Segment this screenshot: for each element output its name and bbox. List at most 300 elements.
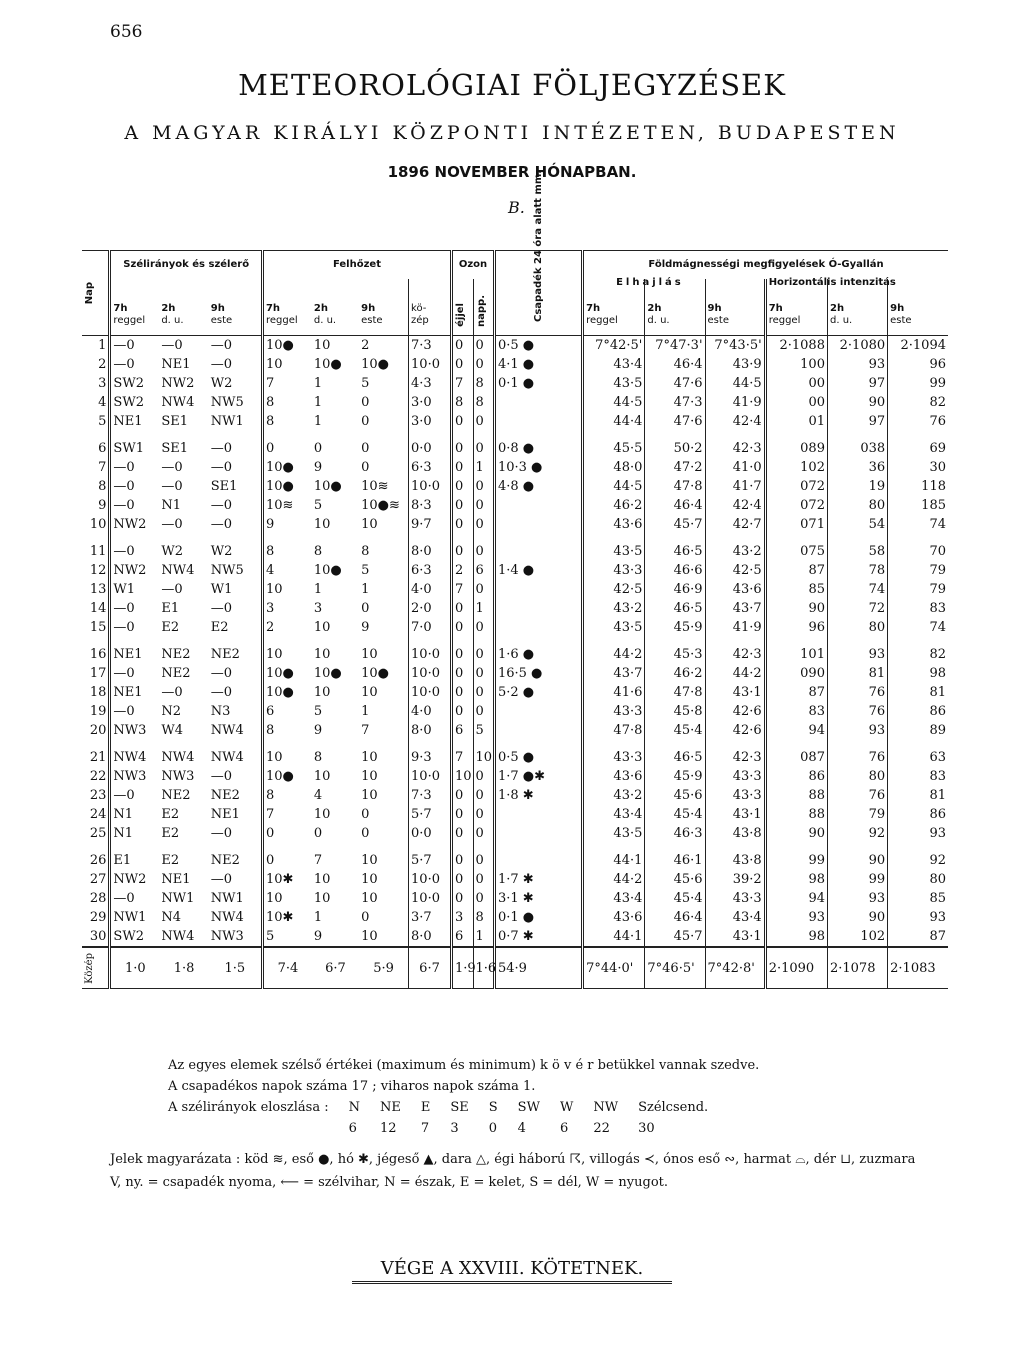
- precip-cell: 0·8 ●: [494, 439, 582, 458]
- decl-9h-cell: 39·2: [705, 870, 765, 889]
- wind-9h-header: 9h este: [210, 303, 233, 326]
- decl-7h-cell: 43·2: [583, 599, 645, 618]
- wind-direction-count: 6: [559, 1121, 569, 1136]
- wind-direction-label: E: [420, 1100, 431, 1115]
- cloud-7h-cell: 6: [262, 702, 311, 721]
- hint-7h-cell: 85: [765, 580, 827, 599]
- decl-7h-cell: 44·5: [583, 393, 645, 412]
- hint-7h-cell: 072: [765, 477, 827, 496]
- day-cell: 25: [89, 826, 107, 841]
- ozone-day-cell: 0: [473, 805, 494, 824]
- decl-7h-cell: 43·6: [583, 908, 645, 927]
- wind-direction-count: 6: [348, 1121, 357, 1136]
- cloud-9h-cell: 10●: [361, 357, 390, 372]
- cloud-9h-cell: 0: [361, 441, 370, 456]
- hint-2h-cell: 76: [827, 683, 887, 702]
- cloud-2h-cell: 0: [313, 826, 323, 841]
- ozone-night-cell: 0: [452, 683, 473, 702]
- day-cell: 24: [89, 807, 107, 822]
- decl-2h-cell: 47·6: [645, 374, 705, 393]
- hint-2h-cell: 93: [827, 889, 887, 908]
- summary-cell: 2·1078: [827, 947, 887, 989]
- decl-2h-cell: 45·9: [645, 618, 705, 637]
- wind-direction-count: 12: [379, 1121, 397, 1136]
- decl-9h-cell: 43·7: [705, 599, 765, 618]
- group-spacer: [82, 637, 948, 645]
- wind-direction-label: NW: [593, 1100, 619, 1115]
- cloud-9h-header: 9h este: [361, 303, 383, 326]
- ozone-day-cell: 0: [473, 477, 494, 496]
- hint-9h-cell: 2·1094: [888, 336, 948, 356]
- decl-2h-cell: 45·4: [645, 889, 705, 908]
- wind-2h-cell: SE1: [161, 414, 188, 429]
- table-row: [82, 683, 948, 702]
- decl-7h-cell: 43·2: [583, 786, 645, 805]
- ozone-night-cell: 0: [452, 477, 473, 496]
- wind-9h-cell: —0: [210, 601, 233, 616]
- wind-9h-cell: NW4: [210, 723, 244, 738]
- decl-2h-cell: 50·2: [645, 439, 705, 458]
- cloud-9h-cell: 0: [361, 826, 370, 841]
- wind-9h-cell: NE2: [210, 853, 240, 868]
- decl-7h-cell: 46·2: [583, 496, 645, 515]
- day-cell: 18: [89, 685, 107, 700]
- cloud-7h-cell: 10●: [262, 683, 311, 702]
- wind-7h-cell: —0: [110, 336, 159, 356]
- cloud-7h-cell: 5: [262, 927, 311, 947]
- decl-7h-header: Elhajlás 7h reggel: [583, 279, 645, 336]
- wind-9h-cell: E2: [210, 620, 229, 635]
- wind-7h-cell: —0: [110, 477, 159, 496]
- ozone-night-cell: 0: [452, 805, 473, 824]
- decl-2h-cell: 7°47·3': [645, 336, 705, 356]
- hint-2h-cell: 58: [827, 542, 887, 561]
- precip-cell: [494, 393, 582, 412]
- wind-7h-cell: —0: [110, 664, 159, 683]
- hint-2h-cell: 76: [827, 702, 887, 721]
- cloud-2h-cell: 1: [313, 414, 323, 429]
- decl-9h-cell: 42·3: [705, 748, 765, 767]
- wind-7h-cell: SW2: [110, 374, 159, 393]
- table-row: [82, 599, 948, 618]
- hint-7h-cell: 99: [765, 851, 827, 870]
- summary-cell: 7°42·8': [705, 947, 765, 989]
- wind-2h-cell: —0: [161, 338, 183, 353]
- precip-cell: 3·1 ✱: [494, 889, 582, 908]
- hint-9h-cell: 93: [888, 824, 948, 843]
- day-cell: 20: [89, 723, 107, 738]
- cloud-2h-cell: 4: [313, 788, 323, 803]
- cloud-9h-cell: 1: [361, 582, 370, 597]
- hint-7h-cell: 100: [765, 355, 827, 374]
- wind-9h-cell: —0: [210, 666, 233, 681]
- wind-2h-cell: N4: [161, 910, 181, 925]
- ozone-day-cell: 0: [473, 355, 494, 374]
- cloud-7h-cell: 10: [262, 580, 311, 599]
- cloud-9h-cell: 10: [361, 853, 378, 868]
- ozone-day-cell: 0: [473, 542, 494, 561]
- ozone-night-cell: 0: [452, 702, 473, 721]
- hint-9h-cell: 30: [888, 458, 948, 477]
- ozone-day-cell: 0: [473, 664, 494, 683]
- decl-9h-cell: 43·3: [705, 767, 765, 786]
- wind-distribution-table: [339, 1097, 719, 1139]
- ozone-night-cell: 0: [452, 515, 473, 534]
- wind-7h-cell: SW2: [110, 393, 159, 412]
- table-row: [82, 458, 948, 477]
- ozone-day-cell: 1: [473, 599, 494, 618]
- cloud-mean-cell: 0·0: [409, 439, 452, 458]
- decl-7h-cell: 42·5: [583, 580, 645, 599]
- decl-7h-cell: 43·4: [583, 355, 645, 374]
- decl-2h-cell: 46·6: [645, 561, 705, 580]
- decl-2h-cell: 46·5: [645, 542, 705, 561]
- precip-cell: 10·3 ●: [494, 458, 582, 477]
- summary-label: Közép: [82, 947, 110, 989]
- hint-2h-cell: 97: [827, 374, 887, 393]
- hint-9h-cell: 76: [888, 412, 948, 431]
- precip-cell: [494, 721, 582, 740]
- wind-7h-cell: NE1: [110, 645, 159, 664]
- wind-direction-label: SE: [450, 1100, 469, 1115]
- wind-direction-count: 4: [517, 1121, 526, 1136]
- hint-7h-cell: 00: [765, 374, 827, 393]
- cloud-2h-cell: 10●: [313, 563, 342, 578]
- hint-9h-cell: 79: [888, 580, 948, 599]
- ozone-day-cell: 1: [473, 458, 494, 477]
- decl-9h-cell: 42·6: [705, 721, 765, 740]
- decl-7h-cell: 44·5: [583, 477, 645, 496]
- precip-cell: 1·4 ●: [494, 561, 582, 580]
- hint-7h-cell: 87: [765, 683, 827, 702]
- precip-cell: [494, 618, 582, 637]
- wind-7h-cell: —0: [110, 702, 159, 721]
- cloud-7h-cell: 3: [262, 599, 311, 618]
- wind-2h-cell: NW2: [161, 376, 195, 391]
- wind-2h-cell: E1: [161, 601, 180, 616]
- decl-9h-cell: 43·1: [705, 683, 765, 702]
- decl-7h-cell: 43·5: [583, 374, 645, 393]
- day-cell: 9: [98, 498, 107, 513]
- table-row: [82, 355, 948, 374]
- decl-7h-cell: 43·4: [583, 889, 645, 908]
- precip-cell: 0·1 ●: [494, 374, 582, 393]
- table-row: [82, 870, 948, 889]
- ozone-day-cell: 0: [473, 786, 494, 805]
- ozone-night-cell: 0: [452, 458, 473, 477]
- wind-9h-cell: NE2: [210, 788, 240, 803]
- precip-cell: [494, 805, 582, 824]
- wind-9h-cell: W2: [210, 544, 233, 559]
- decl-9h-cell: 43·6: [705, 580, 765, 599]
- cloud-mean-cell: 4·3: [409, 374, 452, 393]
- cloud-9h-cell: 10: [361, 647, 378, 662]
- ozone-night-cell: 8: [452, 393, 473, 412]
- ozone-day-cell: 0: [473, 683, 494, 702]
- table-row: [82, 439, 948, 458]
- precip-cell: 0·5 ●: [494, 336, 582, 356]
- wind-2h-cell: NW4: [161, 929, 195, 944]
- hint-9h-cell: 118: [888, 477, 948, 496]
- decl-9h-cell: 42·4: [705, 412, 765, 431]
- cloud-2h-cell: 8: [313, 750, 323, 765]
- decl-9h-cell: 43·8: [705, 851, 765, 870]
- cloud-2h-cell: 10: [313, 517, 331, 532]
- decl-9h-header: 9h este: [705, 279, 765, 336]
- decl-2h-cell: 45·9: [645, 767, 705, 786]
- wind-7h-cell: —0: [110, 786, 159, 805]
- hint-2h-cell: 74: [827, 580, 887, 599]
- table-row: [82, 393, 948, 412]
- wind-7h-cell: —0: [110, 599, 159, 618]
- cloud-mean-cell: 10·0: [409, 683, 452, 702]
- cloud-9h-cell: 10: [361, 788, 378, 803]
- table-row: [82, 805, 948, 824]
- cloud-mean-cell: 6·3: [409, 458, 452, 477]
- cloud-7h-cell: 10●: [262, 477, 311, 496]
- hint-9h-cell: 79: [888, 561, 948, 580]
- decl-9h-cell: 43·8: [705, 824, 765, 843]
- ozone-night-cell: 0: [452, 355, 473, 374]
- day-cell: 13: [89, 582, 107, 597]
- ozone-day-cell: 0: [473, 336, 494, 356]
- hint-7h-cell: 087: [765, 748, 827, 767]
- precip-cell: [494, 515, 582, 534]
- cloud-mean-header: kö- zép: [409, 279, 452, 336]
- table-row: [82, 645, 948, 664]
- wind-2h-cell: E2: [161, 620, 180, 635]
- hint-7h-cell: 102: [765, 458, 827, 477]
- cloud-9h-cell: 10●≋: [361, 498, 400, 513]
- cloud-9h-cell: 9: [361, 620, 370, 635]
- wind-7h-header: 7h reggel: [110, 279, 159, 336]
- page-number: 656: [110, 22, 143, 42]
- hint-7h-cell: 00: [765, 393, 827, 412]
- day-cell: 28: [89, 891, 107, 906]
- wind-7h-cell: SW1: [110, 439, 159, 458]
- decl-7h-cell: 44·2: [583, 870, 645, 889]
- cloud-mean-cell: 8·0: [409, 927, 452, 947]
- ozone-day-cell: 10: [473, 748, 494, 767]
- horizontal-label: Horizontális intenzitás: [768, 277, 896, 288]
- wind-2h-cell: NE1: [161, 872, 191, 887]
- ozone-night-cell: 0: [452, 851, 473, 870]
- cloud-2h-cell: 5: [313, 704, 323, 719]
- cloud-7h-cell: 0: [262, 824, 311, 843]
- wind-9h-cell: NW4: [210, 750, 244, 765]
- cloud-mean-cell: 3·7: [409, 908, 452, 927]
- table-row: [82, 748, 948, 767]
- cloud-2h-cell: 7: [313, 853, 323, 868]
- wind-9h-cell: NW5: [210, 563, 244, 578]
- cloud-7h-cell: 8: [262, 721, 311, 740]
- hint-2h-cell: 80: [827, 618, 887, 637]
- wind-2h-cell: —0: [161, 582, 183, 597]
- decl-2h-cell: 46·5: [645, 599, 705, 618]
- hint-2h-header: 2h d. u.: [827, 279, 887, 336]
- hint-9h-cell: 185: [888, 496, 948, 515]
- wind-7h-cell: SW2: [110, 927, 159, 947]
- decl-9h-cell: 7°43·5': [705, 336, 765, 356]
- wind-2h-cell: NE2: [161, 647, 191, 662]
- summary-cell: 2·1090: [765, 947, 827, 989]
- wind-7h-cell: NE1: [110, 683, 159, 702]
- wind-7h-cell: NE1: [110, 412, 159, 431]
- cloud-9h-cell: 10●: [361, 666, 390, 681]
- decl-7h-cell: 45·5: [583, 439, 645, 458]
- group-spacer: [82, 740, 948, 748]
- decl-9h-cell: 41·9: [705, 393, 765, 412]
- decl-2h-cell: 47·6: [645, 412, 705, 431]
- hint-2h-cell: 99: [827, 870, 887, 889]
- wind-direction-label: Szélcsend.: [638, 1100, 709, 1115]
- wind-7h-cell: NW3: [110, 721, 159, 740]
- precip-cell: 5·2 ●: [494, 683, 582, 702]
- wind-distribution-label: A szélirányok eloszlása :: [168, 1100, 329, 1115]
- cloud-mean-cell: 5·7: [409, 851, 452, 870]
- ozone-night-cell: 0: [452, 599, 473, 618]
- hint-2h-cell: 93: [827, 721, 887, 740]
- cloud-9h-cell: 5: [361, 376, 370, 391]
- summary-cell: 1·0: [110, 947, 159, 989]
- precip-cell: 0·1 ●: [494, 908, 582, 927]
- ozone-night-cell: 0: [452, 664, 473, 683]
- cloud-2h-cell: 10: [313, 769, 331, 784]
- ozone-day-cell: 0: [473, 645, 494, 664]
- cloud-9h-cell: 2: [361, 338, 370, 353]
- day-cell: 7: [98, 460, 107, 475]
- cloud-mean-cell: 9·3: [409, 748, 452, 767]
- decl-9h-cell: 44·2: [705, 664, 765, 683]
- symbol-legend: Jelek magyarázata : köd ≋, eső ●, hó ✱, jégeső ▲, dara △, égi háború ☈, villogás ≺, ónos eső ∾, harmat ⌓, dér ⊔, zuzmara V, ny. = csapadék nyoma, ⟵ = szélvihar, N = észak, E = kelet, S = dél, W = nyugot.: [110, 1152, 916, 1190]
- wind-direction-count: 22: [593, 1121, 610, 1136]
- summary-cell: 6·7: [409, 947, 452, 989]
- decl-7h-cell: 44·1: [583, 851, 645, 870]
- day-cell: 2: [98, 357, 107, 372]
- table-row: [82, 496, 948, 515]
- hint-7h-cell: 83: [765, 702, 827, 721]
- table-row: [82, 889, 948, 908]
- cloud-2h-cell: 5: [313, 498, 323, 513]
- precip-cell: 1·8 ✱: [494, 786, 582, 805]
- wind-direction-count: 3: [450, 1121, 459, 1136]
- summary-cell: 54·9: [494, 947, 582, 989]
- precip-cell: 16·5 ●: [494, 664, 582, 683]
- table-row: [82, 561, 948, 580]
- hint-9h-cell: 87: [888, 927, 948, 947]
- cloud-mean-cell: 8·3: [409, 496, 452, 515]
- decl-7h-cell: 44·2: [583, 645, 645, 664]
- summary-cell: 7·4: [262, 947, 311, 989]
- hint-9h-cell: 86: [888, 702, 948, 721]
- cloud-7h-cell: 8: [262, 786, 311, 805]
- cloud-mean-cell: 3·0: [409, 393, 452, 412]
- cloud-mean-cell: 10·0: [409, 645, 452, 664]
- page-subtitle: A MAGYAR KIRÁLYI KÖZPONTI INTÉZETEN, BUDAPESTEN: [124, 122, 900, 144]
- precip-header: Csapadék 24 óra alatt mm.: [494, 251, 582, 336]
- decl-2h-cell: 45·8: [645, 702, 705, 721]
- cloud-mean-cell: 8·0: [409, 542, 452, 561]
- wind-2h-header: 2h d. u.: [161, 303, 184, 326]
- decl-7h-cell: 43·6: [583, 767, 645, 786]
- cloud-2h-header: 2h d. u.: [313, 303, 337, 326]
- wind-9h-cell: —0: [210, 685, 233, 700]
- decl-9h-cell: 43·1: [705, 805, 765, 824]
- wind-direction-label: S: [488, 1100, 498, 1115]
- cloud-7h-cell: 10: [262, 645, 311, 664]
- decl-7h-cell: 43·6: [583, 515, 645, 534]
- cloud-9h-cell: 10: [361, 872, 378, 887]
- hint-2h-cell: 90: [827, 393, 887, 412]
- cloud-7h-cell: 10: [262, 355, 311, 374]
- wind-2h-cell: W2: [161, 544, 183, 559]
- hint-9h-cell: 99: [888, 374, 948, 393]
- ozone-day-cell: 8: [473, 908, 494, 927]
- decl-7h-cell: 43·4: [583, 805, 645, 824]
- cloud-2h-cell: 1: [313, 910, 323, 925]
- hint-2h-cell: 72: [827, 599, 887, 618]
- day-cell: 10: [89, 517, 107, 532]
- table-row: [82, 542, 948, 561]
- cloud-mean-cell: 10·0: [409, 889, 452, 908]
- cloud-2h-cell: 10: [313, 872, 331, 887]
- cloud-7h-cell: 10✱: [262, 908, 311, 927]
- summary-cell: 6·7: [312, 947, 359, 989]
- hint-7h-cell: 88: [765, 786, 827, 805]
- summary-cell: 7°46·5': [645, 947, 705, 989]
- table-row: [82, 851, 948, 870]
- table-row: [82, 477, 948, 496]
- decl-7h-cell: 43·7: [583, 664, 645, 683]
- hint-9h-cell: 80: [888, 870, 948, 889]
- ozone-night-cell: 0: [452, 618, 473, 637]
- wind-direction-count: 0: [488, 1121, 498, 1136]
- decl-9h-cell: 42·6: [705, 702, 765, 721]
- day-cell: 15: [89, 620, 107, 635]
- hint-9h-cell: 89: [888, 721, 948, 740]
- cloud-mean-cell: 9·7: [409, 515, 452, 534]
- wind-direction-count: 7: [420, 1121, 430, 1136]
- hint-7h-cell: 88: [765, 805, 827, 824]
- decl-9h-cell: 43·9: [705, 355, 765, 374]
- hint-2h-cell: 97: [827, 412, 887, 431]
- precip-cell: 0·7 ✱: [494, 927, 582, 947]
- hint-2h-cell: 90: [827, 851, 887, 870]
- wind-2h-cell: NE2: [161, 788, 191, 803]
- wind-2h-cell: SE1: [161, 441, 188, 456]
- wind-2h-cell: N1: [161, 498, 181, 513]
- volume-end-footer: VÉGE A XXVIII. KÖTETNEK.: [352, 1258, 672, 1284]
- wind-7h-cell: —0: [110, 889, 159, 908]
- hint-7h-cell: 98: [765, 870, 827, 889]
- precip-cell: 0·5 ●: [494, 748, 582, 767]
- day-cell: 21: [89, 750, 107, 765]
- summary-cell: 1·5: [209, 947, 263, 989]
- decl-2h-cell: 46·4: [645, 908, 705, 927]
- wind-7h-cell: NW3: [110, 767, 159, 786]
- precip-cell: [494, 599, 582, 618]
- day-cell: 22: [89, 769, 107, 784]
- wind-2h-cell: —0: [161, 479, 183, 494]
- cloud-mean-cell: 0·0: [409, 824, 452, 843]
- cloud-2h-cell: 3: [313, 601, 323, 616]
- hint-9h-cell: 85: [888, 889, 948, 908]
- decl-2h-cell: 45·4: [645, 805, 705, 824]
- cloud-2h-cell: 0: [313, 441, 323, 456]
- wind-7h-cell: —0: [110, 542, 159, 561]
- wind-9h-cell: W1: [210, 582, 233, 597]
- decl-7h-cell: 44·1: [583, 927, 645, 947]
